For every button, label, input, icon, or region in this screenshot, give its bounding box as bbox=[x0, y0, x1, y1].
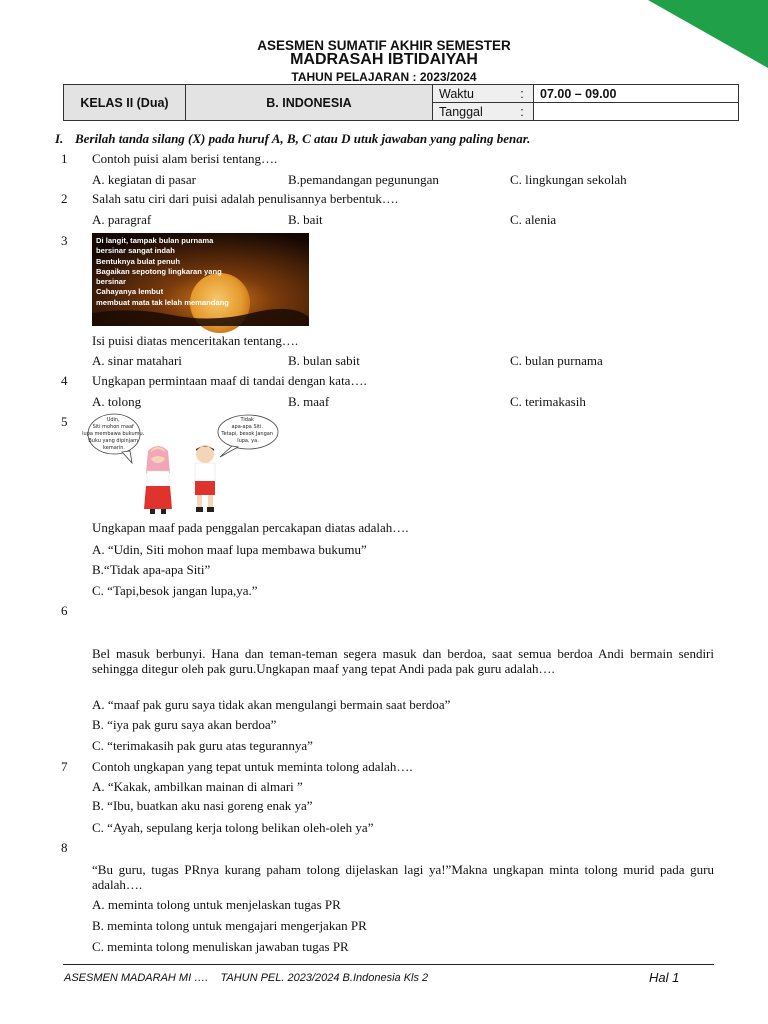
time-label: Waktu bbox=[433, 85, 512, 103]
question-text: Salah satu ciri dari puisi adalah penulisannya berbentuk…. bbox=[92, 191, 399, 206]
poem-overlay bbox=[96, 236, 229, 308]
option-c: C. lingkungan sekolah bbox=[510, 172, 627, 187]
question-text: Isi puisi diatas menceritakan tentang…. bbox=[92, 333, 299, 348]
option-c: C. “terimakasih pak guru atas tegurannya” bbox=[92, 738, 313, 753]
question-number: 5 bbox=[61, 414, 68, 429]
option-c: C. meminta tolong menuliskan jawaban tugas PR bbox=[92, 939, 349, 954]
footer-divider bbox=[63, 964, 714, 965]
subject-cell: B. INDONESIA bbox=[186, 85, 433, 121]
class-cell: KELAS II (Dua) bbox=[64, 85, 186, 121]
svg-text:Udin, Siti mohon maaf bbox=[82, 417, 146, 451]
conversation-illustration bbox=[82, 411, 286, 516]
instruction-number: I. bbox=[55, 131, 64, 146]
date-label: Tanggal bbox=[433, 103, 512, 121]
option-b: B. meminta tolong untuk mengajari mengerjakan PR bbox=[92, 918, 367, 933]
poem-line: Bagaikan sepotong lingkaran yang bbox=[96, 266, 222, 276]
header-school: MADRASAH IBTIDAIYAH bbox=[290, 51, 478, 68]
poem-line: membuat mata tak lelah memandang bbox=[96, 297, 229, 307]
option-c: C. terimakasih bbox=[510, 394, 586, 409]
bubble-left-line: kemarin. bbox=[103, 445, 125, 451]
option-a: A. “Kakak, ambilkan mainan di almari ” bbox=[92, 779, 303, 794]
question-text: Contoh puisi alam berisi tentang…. bbox=[92, 151, 278, 166]
bubble-left-line: Siti mohon maaf bbox=[92, 424, 134, 430]
date-colon: : bbox=[511, 103, 534, 121]
boy-figure bbox=[195, 445, 215, 512]
poem-line: Bentuknya bulat penuh bbox=[96, 256, 180, 266]
question-number: 2 bbox=[61, 191, 68, 206]
option-a: A. tolong bbox=[92, 394, 142, 409]
option-a: A. “Udin, Siti mohon maaf lupa membawa bukumu” bbox=[92, 542, 367, 557]
question-text: “Bu guru, tugas PRnya kurang paham tolong dijelaskan lagi ya!”Makna ungkapan minta tolong murid pada guru adalah…. bbox=[92, 862, 714, 892]
girl-figure bbox=[144, 446, 172, 514]
time-value: 07.00 – 09.00 bbox=[534, 85, 739, 103]
page-number: Hal 1 bbox=[649, 970, 680, 985]
option-c: C. bulan purnama bbox=[510, 353, 603, 368]
question-number: 3 bbox=[61, 233, 68, 248]
date-value bbox=[534, 103, 739, 121]
question-text: Ungkapan permintaan maaf di tandai dengan kata…. bbox=[92, 373, 367, 388]
header-year: TAHUN PELAJARAN : 2023/2024 bbox=[291, 70, 477, 84]
option-b: B. bait bbox=[288, 212, 323, 227]
question-number: 6 bbox=[61, 603, 68, 618]
poem-line: bersinar sangat indah bbox=[96, 246, 175, 256]
option-a: A. “maaf pak guru saya tidak akan mengulangi bermain saat berdoa” bbox=[92, 697, 451, 712]
question-number: 8 bbox=[61, 840, 68, 855]
bubble-right-line: apa-apa Siti. bbox=[231, 424, 263, 430]
question-text: Ungkapan maaf pada penggalan percakapan diatas adalah…. bbox=[92, 520, 409, 535]
footer-left: ASESMEN MADARAH MI …. TAHUN PEL. 2023/2024 B.Indonesia Kls 2 bbox=[64, 972, 429, 984]
bubble-right-line: Tetapi, besok Jangan bbox=[221, 431, 273, 437]
option-a: A. meminta tolong untuk menjelaskan tugas PR bbox=[92, 897, 341, 912]
option-b: B. bulan sabit bbox=[288, 353, 360, 368]
option-a: A. paragraf bbox=[92, 212, 152, 227]
poem-line: Di langit, tampak bulan purnama bbox=[96, 236, 214, 245]
bubble-left-line: lupa membawa bukumu. bbox=[82, 431, 145, 437]
option-b: B. maaf bbox=[288, 394, 330, 409]
time-colon: : bbox=[511, 85, 534, 103]
option-c: C. alenia bbox=[510, 212, 557, 227]
bubble-right-line: lupa, ya. bbox=[237, 438, 259, 444]
exam-info-table bbox=[63, 84, 739, 121]
option-a: A. kegiatan di pasar bbox=[92, 172, 196, 187]
option-c: C. “Tapi,besok jangan lupa,ya.” bbox=[92, 583, 258, 598]
bubble-left-line: Udin, bbox=[106, 417, 120, 423]
question-number: 1 bbox=[61, 151, 68, 166]
instruction bbox=[55, 131, 530, 147]
question-number: 4 bbox=[61, 373, 68, 388]
option-b: B.pemandangan pegunungan bbox=[288, 172, 439, 187]
bubble-right-line: Tidak bbox=[240, 417, 254, 423]
option-b: B. “Ibu, buatkan aku nasi goreng enak ya” bbox=[92, 798, 313, 813]
poem-line: Cahayanya lembut bbox=[96, 287, 164, 297]
option-a: A. sinar matahari bbox=[92, 353, 182, 368]
option-b: B. “iya pak guru saya akan berdoa” bbox=[92, 717, 277, 732]
question-number: 7 bbox=[61, 759, 68, 774]
poem-line: bersinar bbox=[96, 277, 126, 287]
option-c: C. “Ayah, sepulang kerja tolong belikan oleh-oleh ya” bbox=[92, 820, 374, 835]
option-b: B.“Tidak apa-apa Siti” bbox=[92, 562, 211, 577]
instruction-text: Berilah tanda silang (X) pada huruf A, B, C atau D utuk jawaban yang paling benar. bbox=[75, 131, 531, 146]
header-title: ASESMEN SUMATIF AKHIR SEMESTER bbox=[257, 38, 511, 53]
question-text: Bel masuk berbunyi. Hana dan teman-teman segera masuk dan berdoa, saat semua berdoa Andi bermain sendiri sehingga ditegur oleh pak guru.Ungkapan maaf yang tepat Andi pada pak guru adalah…. bbox=[92, 646, 714, 676]
bubble-left-line: Buku yang dipinjam bbox=[88, 438, 139, 444]
question-text: Contoh ungkapan yang tepat untuk meminta tolong adalah…. bbox=[92, 759, 413, 774]
